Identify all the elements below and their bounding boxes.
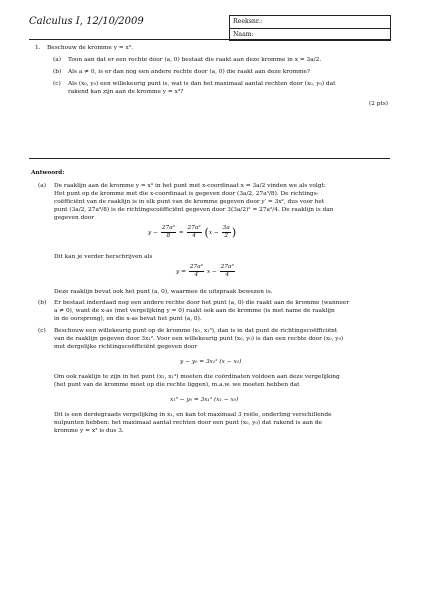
answer-text: in de oorsprong), en die x-as bevat het punt (a, 0). [54, 316, 202, 322]
tangent-equation: y − $\frac{\text{27a³}}{8}$ = $\frac{\text{27a²}}{4}$ (x − $\frac{3a}{2}$ ) [148, 225, 237, 239]
answer-part-label: (a) [38, 183, 46, 189]
question-part-label: (a) [53, 57, 61, 63]
answer-text: coëfficiënt van de raaklijn is in elk punt van de kromme gegeven door y′ = 3x², dus voor het [54, 199, 325, 205]
answer-part-label: (c) [38, 328, 46, 334]
cubic-equation: x₁³ − y₀ = 3x₁² (x₁ − x₀) [170, 397, 239, 403]
rewritten-equation: y = $\frac{\text{27a²}}{4}$ x − $\frac{\text{27a³}}{4}$ [176, 264, 234, 278]
answer-text: met dergelijke richtingscoëfficiënt gegeven door [54, 344, 198, 350]
answer-text: gegeven door [54, 215, 95, 221]
answer-text: a ≠ 0), want de x-as (met vergelijking y = 0) raakt ook aan de kromme (is met name de raaklijn [54, 308, 335, 314]
question-part-text: Als a ≠ 0, is er dan nog een andere rechte door (a, 0) die raakt aan deze kromme? [68, 69, 311, 75]
answer-text: De raaklijn aan de kromme y = x³ in het punt met x-coordinaat x = 3a/2 vinden we als volgt: [54, 183, 326, 189]
answer-text: Het punt op de kromme met die x-coordinaat is gegeven door (3a/2, 27a³/8). De richtings- [54, 191, 319, 197]
answer-text: kromme y = x³ is dus 3. [54, 428, 124, 434]
answer-rule [29, 158, 390, 159]
points-label: (2 pts) [369, 101, 389, 107]
question-part-text: rakend kan zijn aan de kromme y = x³? [68, 89, 184, 95]
answer-text: punt (3a/2, 27a³/8) is de richtingscoëfficiënt gegeven door 3(3a/2)² = 27a²/4. De raaklijn is dan [54, 207, 334, 213]
series-number-field: Reeksnr.: [233, 18, 263, 25]
question-part-label: (b) [53, 69, 62, 75]
answer-text: Dit kan je verder herschrijven als [54, 254, 153, 260]
answer-text: nulpunten hebben: het maximaal aantal rechten door een punt (x₀, y₀) dat rakend is aan de [54, 420, 322, 426]
question-intro: Beschouw de kromme y = x³. [47, 45, 133, 51]
answer-text: van de raaklijn gegeven door 3x₁². Voor een willekeurig punt (x₀, y₀) is dan een rechte door (x₀, y₀) [54, 336, 344, 342]
answer-part-label: (b) [38, 300, 47, 306]
name-field: Naam: [230, 28, 390, 40]
answer-heading: Antwoord: [31, 170, 65, 176]
answer-text: Deze raaklijn bevat ook het punt (a, 0), waarmee de uitspraak bewezen is. [54, 289, 273, 295]
page-title: Calculus I, 12/10/2009 [29, 16, 144, 27]
question-part-text: Toon aan dat er een rechte door (a, 0) bestaat die raakt aan deze kromme in x = 3a/2. [68, 57, 322, 63]
question-part-label: (c) [53, 81, 61, 87]
question-number: 1. [35, 45, 41, 51]
question-part-text: Als (x₀, y₀) een willekeurig punt is, wat is dan het maximaal aantal rechten door (x₀, y₀) dat [68, 81, 336, 87]
name-box [229, 15, 391, 41]
answer-text: Dit is een derdegraads vergelijking in x₁, en kan tot maximaal 3 reële, onderling verschillende [54, 412, 332, 418]
answer-text: Om ook raaklijn te zijn in het punt (x₁, x₁³) moeten die coördinaten voldoen aan deze vergelijking [54, 374, 340, 380]
answer-text: (het punt van de kromme moet op die rechte liggen), m.a.w. we moeten hebben dat [54, 382, 300, 388]
answer-text: Er bestaat inderdaad nog een andere rechte door het punt (a, 0) die raakt aan de kromme (wanneer [54, 300, 350, 306]
line-equation: y − y₀ = 3x₁² (x − x₀) [180, 359, 242, 365]
answer-text: Beschouw een willekeurig punt op de kromme (x₁, x₁³), dan is in dat punt de richtingscoëfficiënt [54, 328, 338, 334]
header-rule [29, 39, 390, 40]
